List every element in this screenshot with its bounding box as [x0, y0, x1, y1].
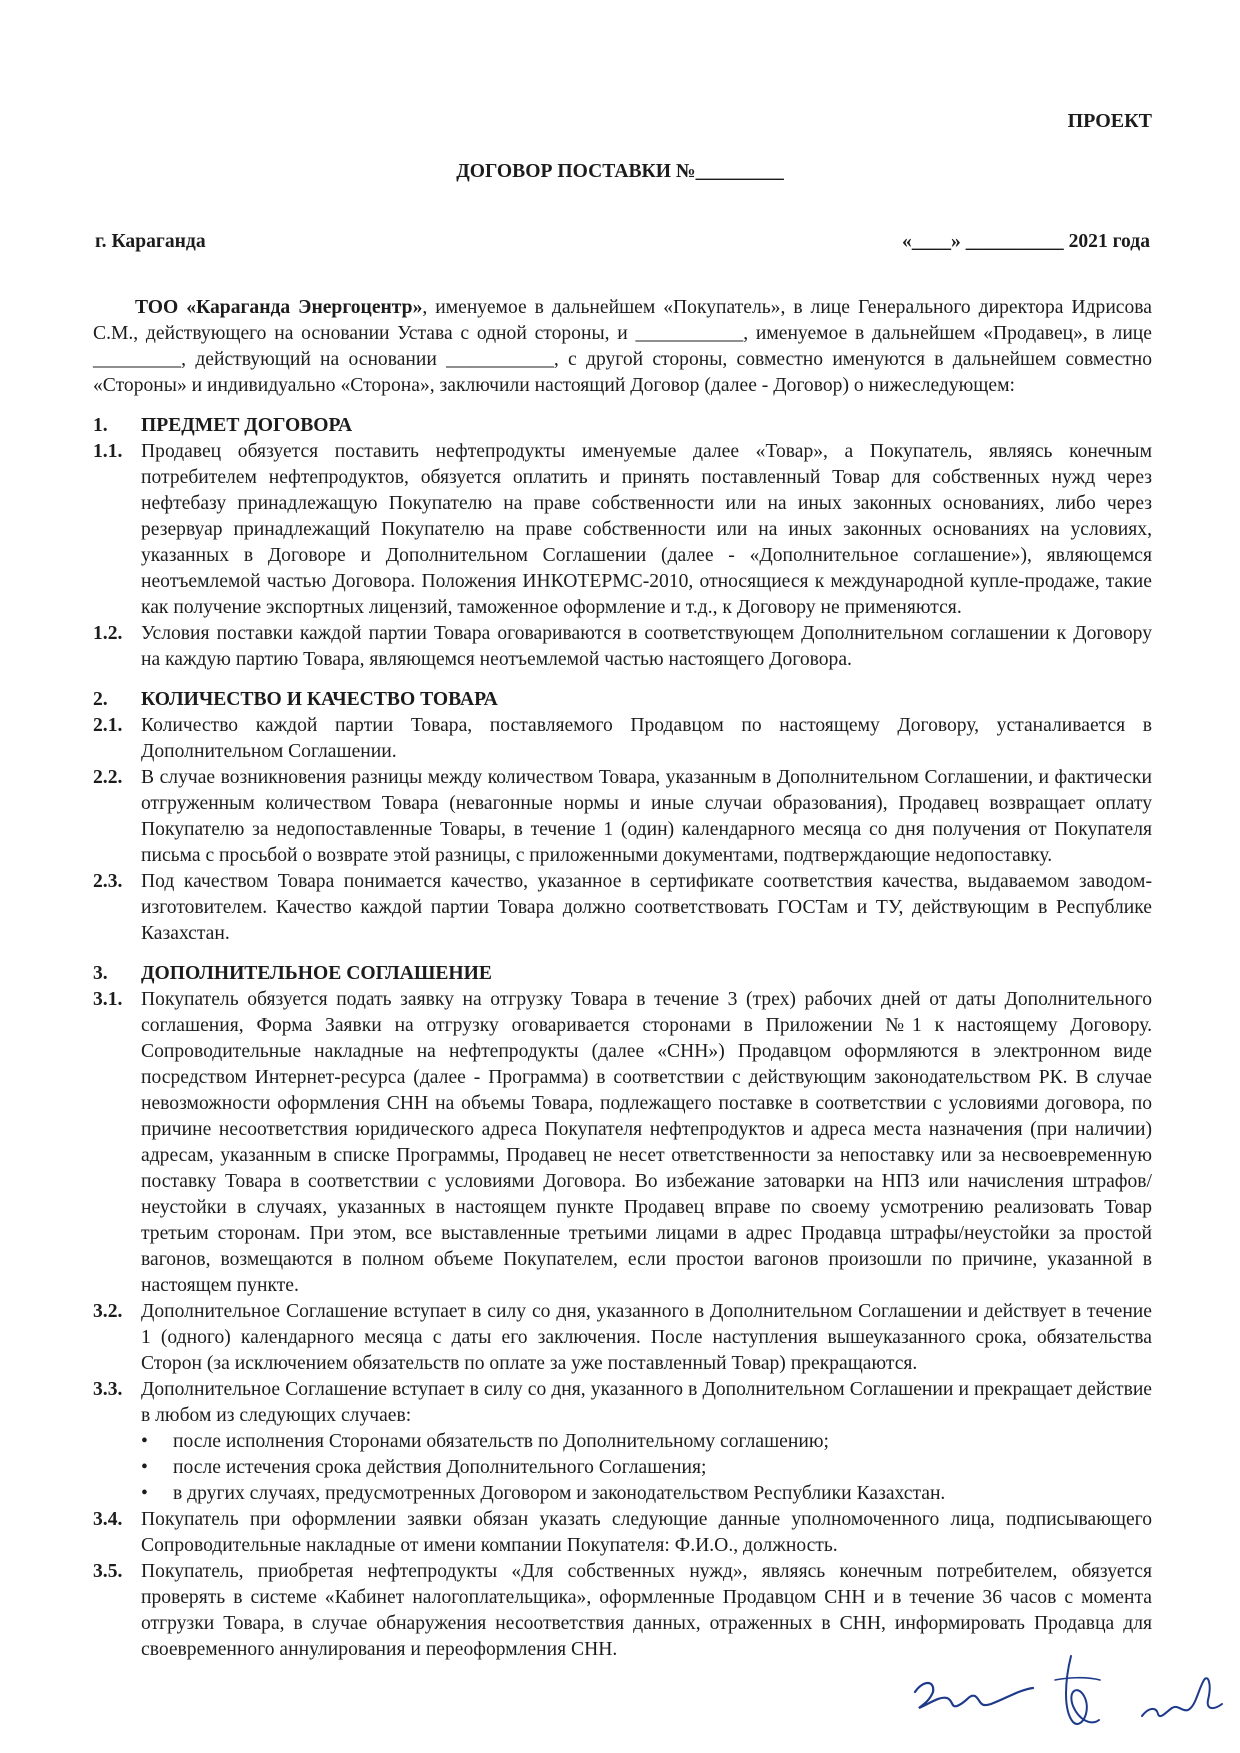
- bullet-item: [93, 1481, 1152, 1507]
- section-heading: [93, 413, 1152, 439]
- section-heading: [93, 961, 1152, 987]
- bullet-item: [93, 1429, 1152, 1455]
- section-heading: [93, 687, 1152, 713]
- clause-number: 2.3.: [93, 871, 123, 892]
- clause-number: 3.1.: [93, 989, 123, 1010]
- clause: [93, 713, 1152, 765]
- clause-text: Условия поставки каждой партии Товара оговариваются в соответствующем Дополнительном соглашении к Договору на каждую партию Товара, являющемся неотъемлемой частью настоящего Договора.: [141, 623, 1152, 670]
- bullet-text: в других случаях, предусмотренных Договором и законодательством Республики Казахстан.: [173, 1483, 946, 1504]
- clause-number: 3.3.: [93, 1379, 123, 1400]
- clause-text: Дополнительное Соглашение вступает в силу со дня, указанного в Дополнительном Соглашении и действует в течение 1 (одного) календарного месяца с даты его заключения. После наступления вышеуказанного срока, обязательства Сторон (за исключением обязательств по оплате за уже поставленный Товар) прекращаются.: [141, 1301, 1152, 1374]
- clause-text: Дополнительное Соглашение вступает в силу со дня, указанного в Дополнительном Соглашении и прекращает действие в любом из следующих случаев:: [141, 1379, 1152, 1426]
- clause-text: В случае возникновения разницы между количеством Товара, указанным в Дополнительном Соглашении, и фактически отгруженным количеством Товара (невагонные нормы и иные случаи образования), Продавец возвращает оплату Покупателю за недопоставленные Товары, в течение 1 (один) календарного месяца со дня получения от Покупателя письма с просьбой о возврате этой разницы, с приложенными документами, подтверждающие недопоставку.: [141, 767, 1152, 866]
- bullet-icon: •: [141, 1483, 148, 1504]
- bullet-list: [93, 1429, 1152, 1507]
- bullet-icon: •: [141, 1431, 148, 1452]
- clause: [93, 869, 1152, 947]
- clause-number: 1.1.: [93, 441, 123, 462]
- clause: [93, 1377, 1152, 1429]
- clause-text: Под качеством Товара понимается качество, указанное в сертификате соответствия качества, выдаваемом заводом-изготовителем. Качество каждой партии Товара должно соответствовать ГОСТам и ТУ, действующим в Республике Казахстан.: [141, 871, 1152, 944]
- section-title: КОЛИЧЕСТВО И КАЧЕСТВО ТОВАРА: [141, 689, 498, 710]
- clause: [93, 765, 1152, 869]
- clause: [93, 987, 1152, 1299]
- section-number: 3.: [93, 963, 108, 984]
- clause-number: 2.1.: [93, 715, 123, 736]
- clause-text: Покупатель, приобретая нефтепродукты «Для собственных нужд», являясь конечным потребителем, обязуется проверять в системе «Кабинет налогоплательщика», оформленные Продавцом СНН и в течение 36 часов с момента отгрузки Товара, в случае обнаружения несоответствия данных, отраженных в СНН, информировать Продавца для своевременного аннулирования и переоформления СНН.: [141, 1561, 1152, 1660]
- sections: [93, 413, 1152, 1663]
- draft-label: ПРОЕКТ: [1067, 110, 1152, 132]
- clause-text: Продавец обязуется поставить нефтепродукты именуемые далее «Товар», а Покупатель, являясь конечным потребителем нефтепродуктов, обязуется оплатить и принять поставленный Товар для собственных нужд через нефтебазу принадлежащую Покупателю на праве собственности или на иных законных основаниях, либо через резервуар принадлежащий Покупателю на праве собственности или на иных законных основаниях на условиях, указанных в Договоре и Дополнительном Соглашении (далее - «Дополнительное соглашение»), являющемся неотъемлемой частью Договора. Положения ИНКОТЕРМС-2010, относящиеся к международной купле-продаже, такие как получение экспортных лицензий, таможенное оформление и т.д., к Договору не применяются.: [141, 441, 1152, 618]
- city: г. Караганда: [95, 231, 206, 252]
- signature-mark: [1138, 1650, 1228, 1740]
- clause-number: 1.2.: [93, 623, 123, 644]
- clause-number: 2.2.: [93, 767, 123, 788]
- clause: [93, 621, 1152, 673]
- contract-date: «____» __________ 2021 года: [902, 231, 1150, 252]
- bullet-icon: •: [141, 1457, 148, 1478]
- clause-text: Количество каждой партии Товара, поставляемого Продавцом по настоящему Договору, устаналивается в Дополнительном Соглашении.: [141, 715, 1152, 762]
- section-title: ПРЕДМЕТ ДОГОВОРА: [141, 415, 353, 436]
- intro-text: , именуемое в дальнейшем «Покупатель», в лице Генерального директора Идрисова С.М., действующего на основании Устава с одной стороны, и ___________, именуемое в дальнейшем «Продавец», в лице _________, действующий на основании ___________, с другой стороны, совместно именуются в дальнейшем совместно «Стороны» и индивидуально «Сторона», заключили настоящий Договор (далее - Договор) о нижеследующем:: [93, 297, 1152, 396]
- clause: [93, 1507, 1152, 1559]
- bullet-item: [93, 1455, 1152, 1481]
- signature-initials: [895, 1650, 1155, 1740]
- document-body: [93, 295, 1152, 1663]
- section-number: 1.: [93, 415, 108, 436]
- clause: [93, 1299, 1152, 1377]
- clause-number: 3.4.: [93, 1509, 123, 1530]
- bullet-text: после истечения срока действия Дополнительного Соглашения;: [173, 1457, 707, 1478]
- intro-paragraph: [93, 295, 1152, 399]
- section-number: 2.: [93, 689, 108, 710]
- buyer-name: ТОО «Караганда Энергоцентр»: [135, 297, 423, 318]
- clause: [93, 1559, 1152, 1663]
- bullet-text: после исполнения Сторонами обязательств по Дополнительному соглашению;: [173, 1431, 829, 1452]
- clause-text: Покупатель обязуется подать заявку на отгрузку Товара в течение 3 (трех) рабочих дней от даты Дополнительного соглашения, Форма Заявки на отгрузку оговаривается сторонами в Приложении №1 к настоящему Договору. Сопроводительные накладные на нефтепродукты (далее «СНН») Продавцом оформляются в электронном виде посредством Интернет-ресурса (далее - Программа) в соответствии с действующим законодательством РК. В случае невозможности оформления СНН на объемы Товара, подлежащего поставке в соответствии с условиями договора, по причине несоответствия юридического адреса Покупателя нефтепродуктов и адреса места назначения (при наличии) адресам, указанным в списке Программы, Продавец не несет ответственности за непоставку или за несвоевременную поставку Товара в соответствии с условиями Договора. Во избежание затоварки на НПЗ или начисления штрафов/неустойки в случаях, указанных в настоящем пункте Продавец вправе по своему усмотрению реализовать Товар третьим сторонам. При этом, все выставленные третьими лицами в адрес Продавца штрафы/неустойки за простой вагонов, возмещаются в полном объеме Покупателем, если простои вагонов произошли по причине, указанной в настоящем пункте.: [141, 989, 1152, 1296]
- clause: [93, 439, 1152, 621]
- clause-text: Покупатель при оформлении заявки обязан указать следующие данные уполномоченного лица, подписывающего Сопроводительные накладные от имени компании Покупателя: Ф.И.О., должность.: [141, 1509, 1152, 1556]
- clause-number: 3.2.: [93, 1301, 123, 1322]
- section-title: ДОПОЛНИТЕЛЬНОЕ СОГЛАШЕНИЕ: [141, 963, 492, 984]
- clause-number: 3.5.: [93, 1561, 123, 1582]
- document-title: ДОГОВОР ПОСТАВКИ №_________: [456, 161, 784, 182]
